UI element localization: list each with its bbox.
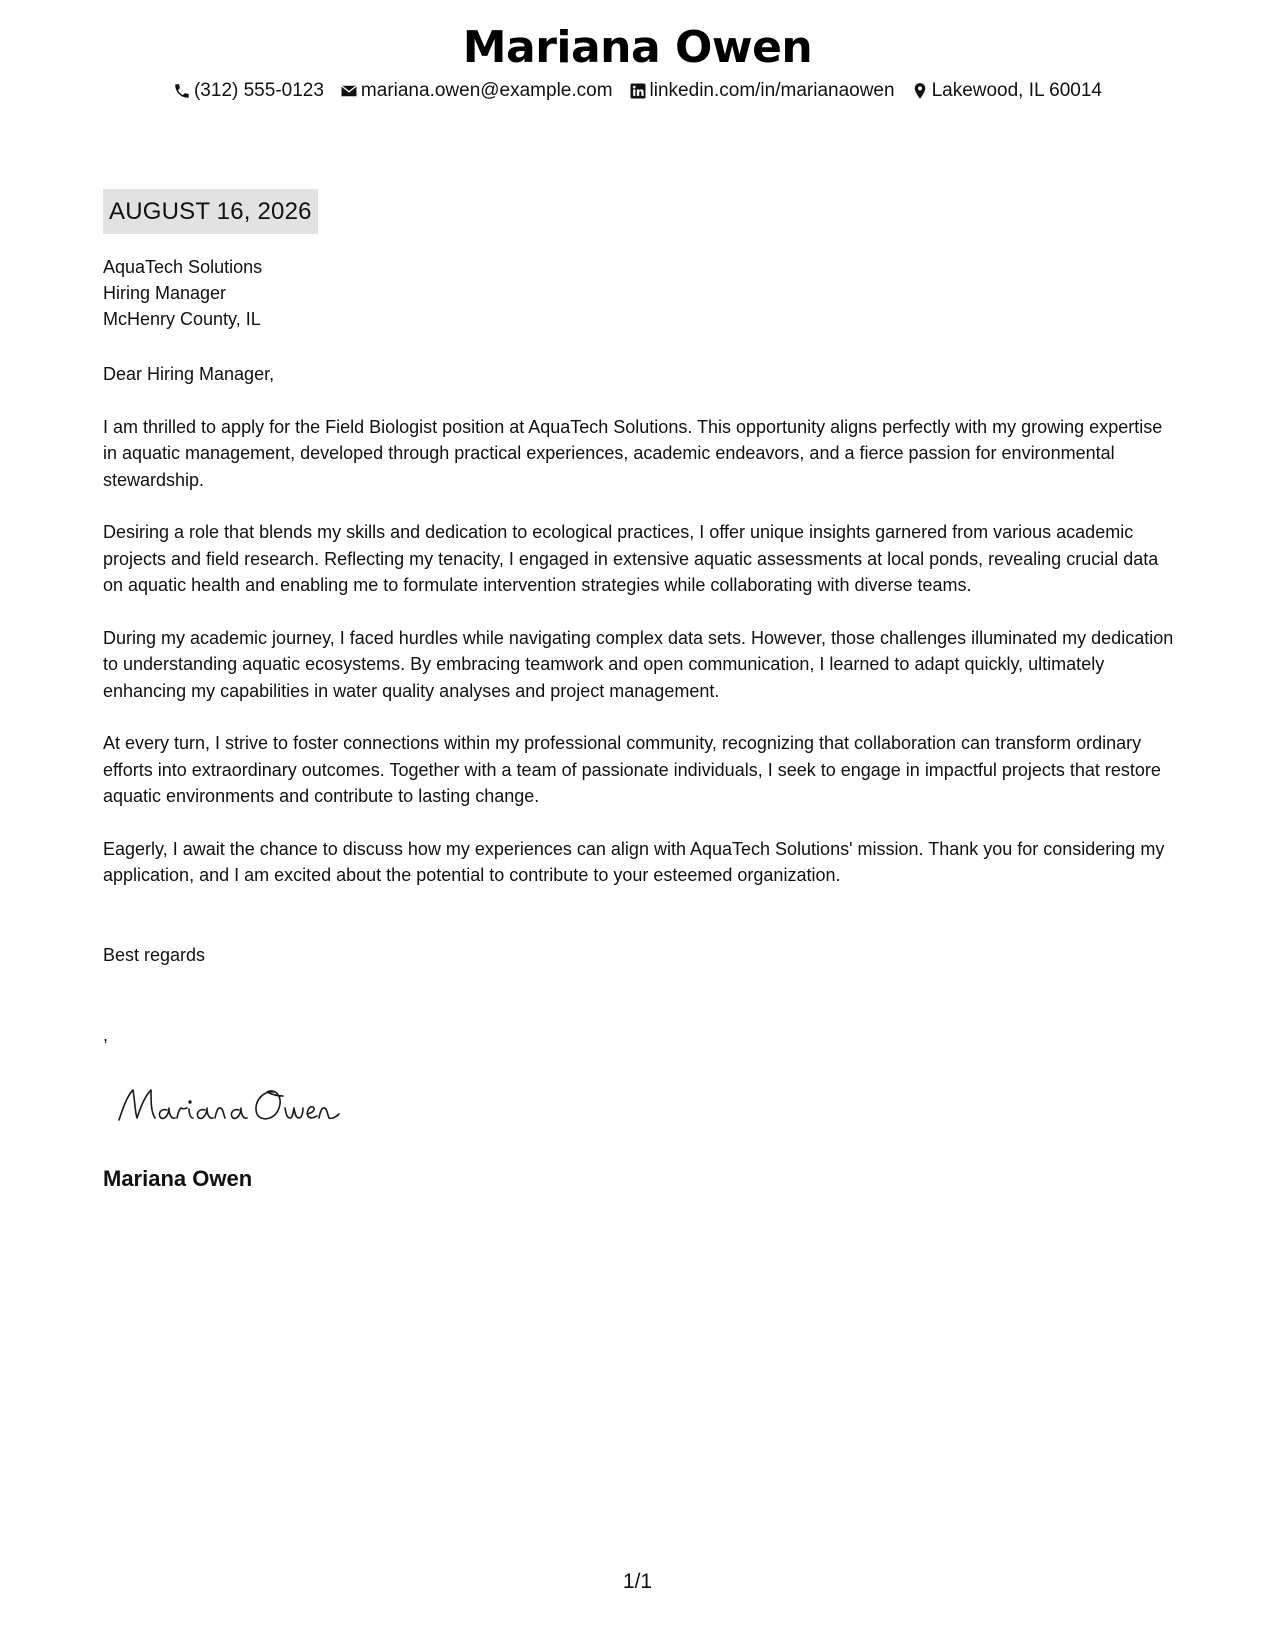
body-paragraph: Desiring a role that blends my skills and dedication to ecological practices, I offer unique insights garnered from various academic projects and field research. Reflecting my tenacity, I engaged in extensive aquatic assessments at local ponds, revealing crucial data on aquatic health and enabling me to formulate intervention strategies while collaborating with diverse teams. — [103, 522, 1159, 595]
signer-name: Mariana Owen — [103, 1166, 253, 1191]
contact-bar — [0, 78, 1275, 104]
recipient-title: Hiring Manager — [103, 283, 227, 303]
body-paragraph: During my academic journey, I faced hurdles while navigating complex data sets. However, those challenges illuminated my dedication to understanding aquatic ecosystems. By embracing teamwork and open communication, I learned to adapt quickly, ultimately enhancing my capabilities in water quality analyses and project management. — [103, 627, 1174, 701]
closing: Best regards — [103, 945, 206, 965]
applicant-name: Mariana Owen — [462, 22, 813, 73]
body-paragraph: At every turn, I strive to foster connections within my professional community, recognizing that collaboration can transform ordinary efforts into extraordinary outcomes. Together with a team of passionate individuals, I seek to engage in impactful projects that restore aquatic environments and contribute to lasting change. — [103, 733, 1161, 806]
contact-location — [911, 78, 1102, 104]
recipient-location: McHenry County, IL — [103, 309, 261, 329]
contact-email — [340, 78, 613, 104]
linkedin-text: linkedin.com/in/marianaowen — [649, 80, 895, 101]
signature-drawing — [115, 1078, 355, 1128]
location-text: Lakewood, IL 60014 — [931, 80, 1102, 101]
recipient-block — [103, 254, 262, 332]
envelope-icon — [340, 82, 358, 100]
map-pin-icon — [911, 82, 929, 100]
page-number: 1/1 — [622, 1570, 653, 1593]
letter-body — [103, 361, 1178, 915]
linkedin-icon — [629, 82, 647, 100]
salutation: Dear Hiring Manager, — [103, 364, 275, 384]
contact-linkedin — [629, 78, 895, 104]
email-text: mariana.owen@example.com — [360, 80, 613, 101]
body-paragraph: Eagerly, I await the chance to discuss how my experiences can align with AquaTech Solutions' mission. Thank you for considering my application, and I am excited about the potential to contribute to your esteemed organization. — [103, 838, 1165, 885]
handwritten-signature — [115, 1078, 355, 1128]
recipient-company: AquaTech Solutions — [103, 257, 263, 277]
contact-phone — [173, 78, 324, 104]
closing-comma: , — [103, 1025, 109, 1045]
phone-icon — [173, 82, 191, 100]
letter-date: AUGUST 16, 2026 — [103, 189, 318, 234]
phone-text: (312) 555-0123 — [193, 80, 324, 101]
body-paragraph: I am thrilled to apply for the Field Biologist position at AquaTech Solutions. This opportunity aligns perfectly with my growing expertise in aquatic management, developed through practical experiences, academic endeavors, and a fierce passion for environmental stewardship. — [103, 416, 1163, 490]
